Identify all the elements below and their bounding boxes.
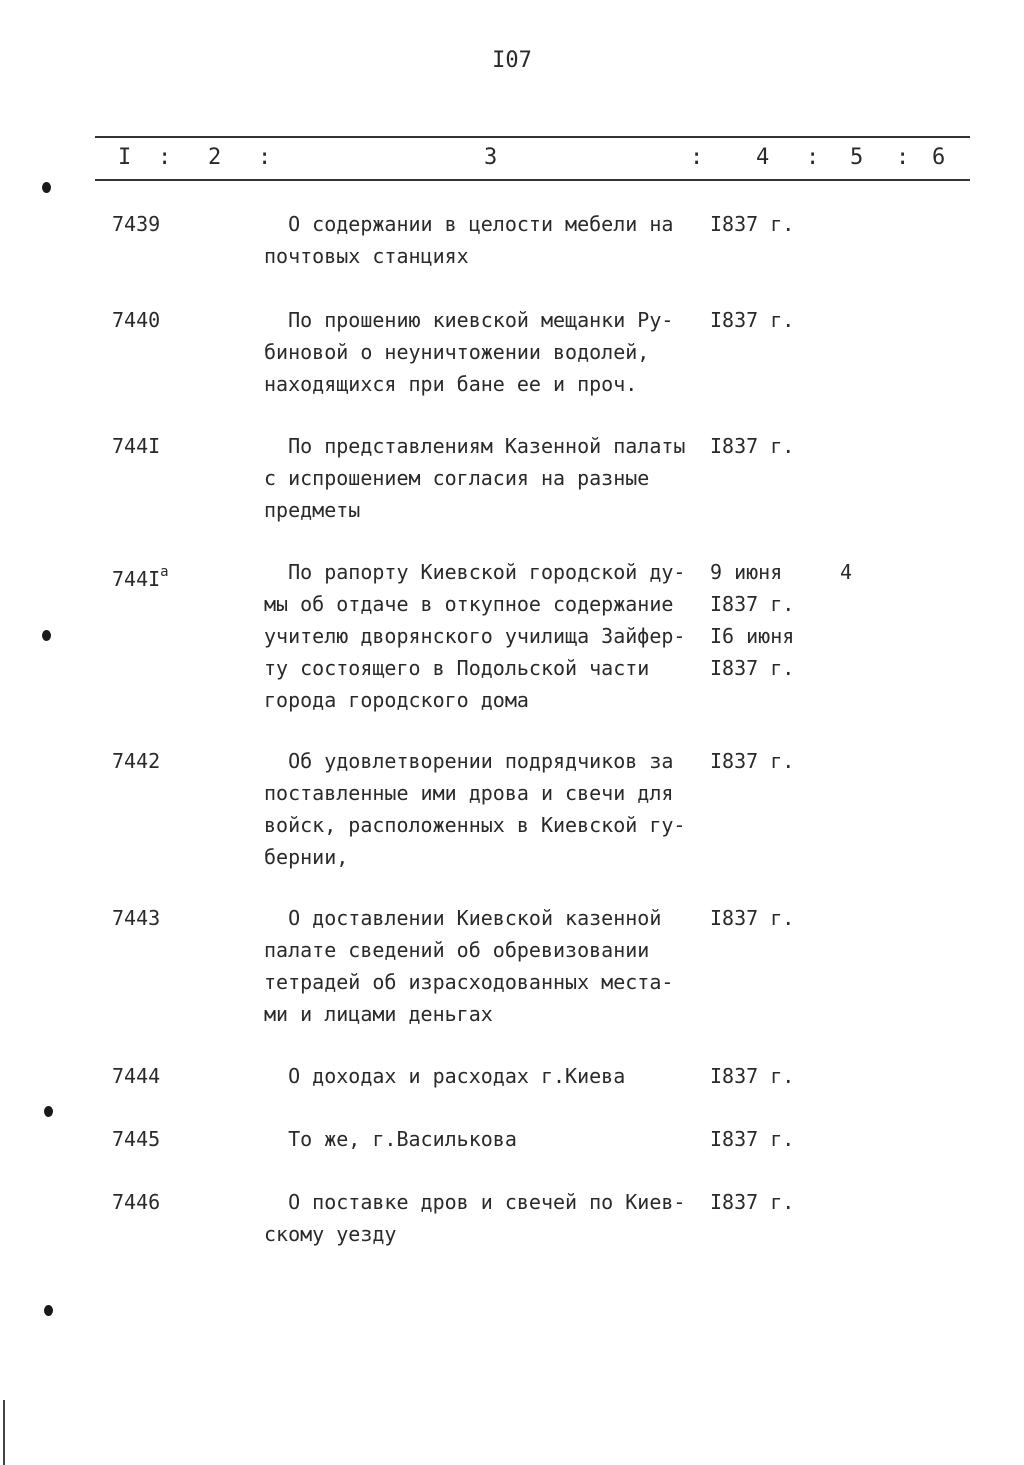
header-col-2: 2: [208, 145, 222, 170]
page-number: I07: [492, 48, 532, 73]
case-description: То же, г.Василькова: [264, 1127, 517, 1151]
case-number: $744I^а$: [112, 564, 169, 591]
header-col-5: 5: [850, 145, 864, 170]
case-date: I837 г.: [710, 1064, 795, 1088]
case-number: 7446: [112, 1190, 161, 1214]
case-description: По рапорту Киевской городской ду- мы об отдаче в откупное содержание учителю дворянского училища Зайфер- ту состоящего в Подольской части города городского дома: [264, 560, 686, 712]
header-col-1: I: [118, 145, 132, 170]
case-number: 7442: [112, 749, 161, 773]
punch-hole-mark: [44, 1106, 53, 1117]
case-description: О доходах и расходах г.Киева: [264, 1064, 626, 1088]
case-number: 7443: [112, 906, 161, 930]
case-sheets: 4: [840, 560, 853, 584]
header-top-rule: [95, 136, 970, 138]
header-col-3: 3: [484, 145, 498, 170]
case-date: I837 г.: [710, 1127, 795, 1151]
case-number: 7440: [112, 308, 161, 332]
header-separator: :: [258, 145, 272, 170]
header-separator: :: [806, 145, 820, 170]
header-bottom-rule: [95, 179, 970, 181]
case-number: 7445: [112, 1127, 161, 1151]
case-date: 9 июня I837 г. I6 июня I837 г.: [710, 560, 795, 680]
case-description: О доставлении Киевской казенной палате сведений об обревизовании тетрадей об израсходованных места- ми и лицами деньгах: [264, 906, 674, 1026]
case-description: О поставке дров и свечей по Киев- скому уезду: [264, 1190, 686, 1246]
punch-hole-mark: [44, 1305, 53, 1316]
case-date: I837 г.: [710, 308, 795, 332]
case-date: I837 г.: [710, 749, 795, 773]
header-col-4: 4: [756, 145, 770, 170]
case-number: 7439: [112, 212, 161, 236]
case-date: I837 г.: [710, 1190, 795, 1214]
case-number-suffix: а: [160, 564, 169, 580]
case-date: I837 г.: [710, 212, 795, 236]
header-col-6: 6: [932, 145, 946, 170]
header-separator: :: [690, 145, 704, 170]
case-description: По прошению киевской мещанки Ру- биновой о неуничтожении водолей, находящихся при бане ее и проч.: [264, 308, 674, 396]
punch-hole-mark: [42, 182, 51, 193]
header-separator: :: [896, 145, 910, 170]
punch-hole-mark: [42, 630, 51, 641]
case-number: 744I: [112, 434, 161, 458]
page-edge-line: [3, 1400, 5, 1465]
case-date: I837 г.: [710, 906, 795, 930]
case-description: По представлениям Казенной палаты с испрошением согласия на разные предметы: [264, 434, 686, 522]
header-separator: :: [158, 145, 172, 170]
case-number: 7444: [112, 1064, 161, 1088]
case-date: I837 г.: [710, 434, 795, 458]
case-description: О содержании в целости мебели на почтовых станциях: [264, 212, 674, 268]
case-description: Об удовлетворении подрядчиков за поставленные ими дрова и свечи для войск, расположенных в Киевской гу- бернии,: [264, 749, 686, 869]
